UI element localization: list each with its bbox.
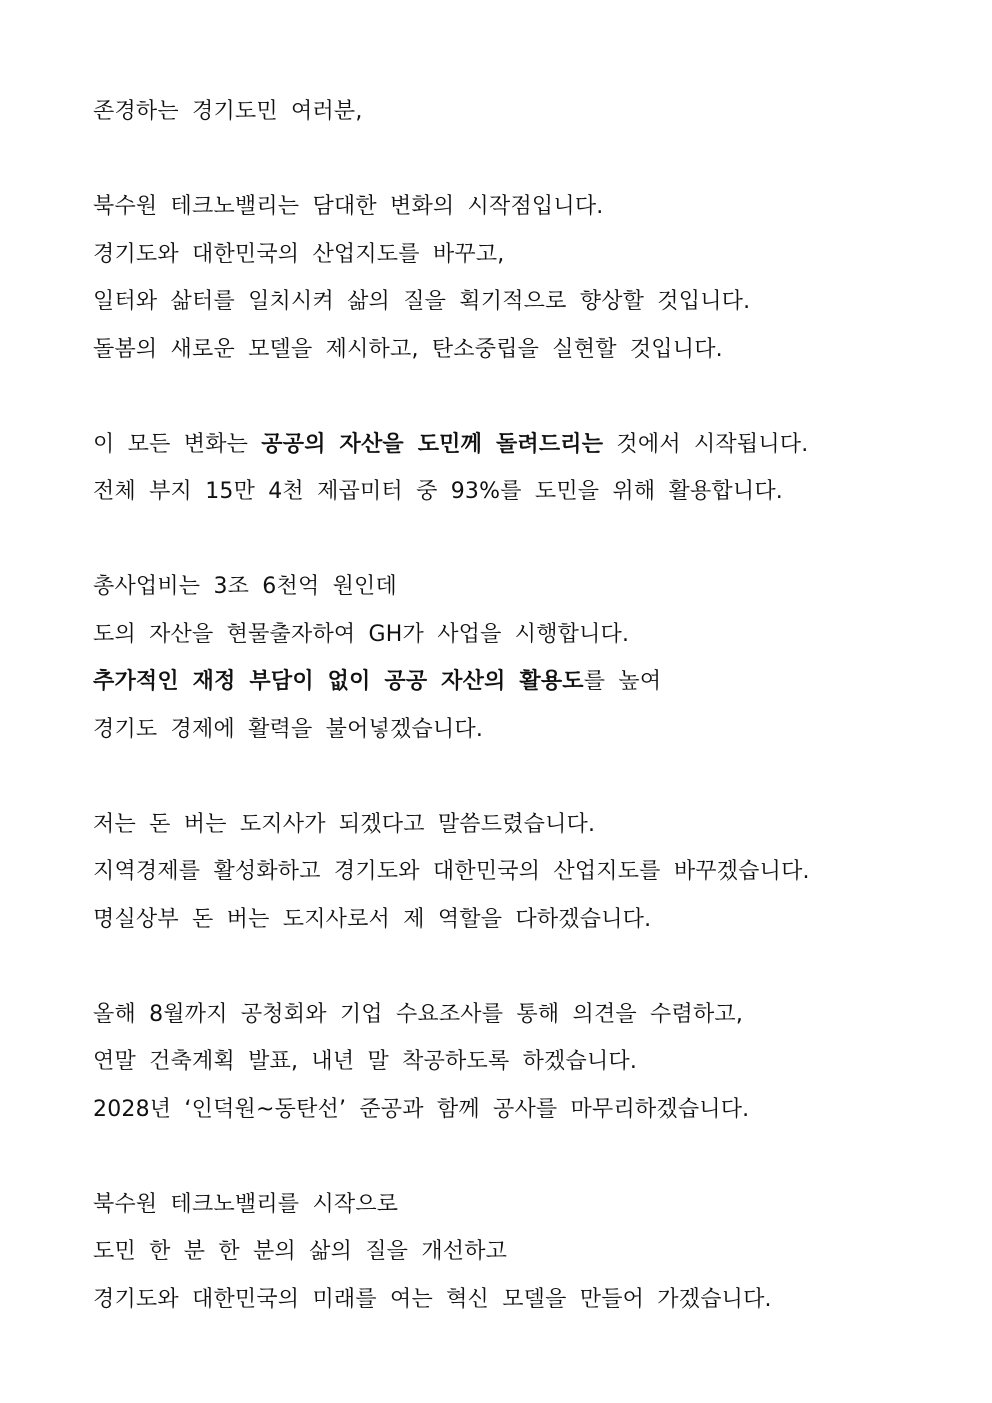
text-line xyxy=(93,88,953,136)
text-segment: 북수원 테크노밸리를 시작으로 xyxy=(93,1191,399,1217)
text-line xyxy=(93,468,953,516)
text-segment: 저는 돈 버는 도지사가 되겠다고 말씀드렸습니다. xyxy=(93,811,596,837)
text-line xyxy=(93,658,953,706)
text-segment: 경기도와 대한민국의 미래를 여는 혁신 모델을 만들어 가겠습니다. xyxy=(93,1286,772,1312)
text-segment: 2028년 ‘인덕원~동탄선’ 준공과 함께 공사를 마무리하겠습니다. xyxy=(93,1096,750,1122)
text-line xyxy=(93,326,953,374)
text-segment: 경기도 경제에 활력을 불어넣겠습니다. xyxy=(93,716,484,742)
paragraph xyxy=(93,1181,953,1324)
paragraph-gap xyxy=(93,943,953,991)
text-segment: 연말 건축계획 발표, 내년 말 착공하도록 하겠습니다. xyxy=(93,1049,638,1074)
paragraph-gap xyxy=(93,753,953,801)
paragraph xyxy=(93,88,953,136)
text-segment: 명실상부 돈 버는 도지사로서 제 역할을 다하겠습니다. xyxy=(93,906,652,932)
paragraph-gap xyxy=(93,136,953,184)
text-line xyxy=(93,278,953,326)
text-segment: 돌봄의 새로운 모델을 제시하고, 탄소중립을 실현할 것입니다. xyxy=(93,336,723,362)
text-segment: 를 높여 xyxy=(583,669,662,694)
text-line xyxy=(93,1086,953,1134)
paragraph xyxy=(93,183,953,373)
bold-text: 추가적인 재정 부담이 없이 공공 자산의 활용도 xyxy=(93,669,584,694)
paragraph xyxy=(93,801,953,944)
paragraph xyxy=(93,421,953,516)
text-segment: 일터와 삶터를 일치시켜 삶의 질을 획기적으로 향상할 것입니다. xyxy=(93,289,751,314)
text-line xyxy=(93,231,953,279)
text-segment: 도의 자산을 현물출자하여 GH가 사업을 시행합니다. xyxy=(93,621,630,647)
text-segment: 존경하는 경기도민 여러분, xyxy=(93,99,363,124)
text-segment: 전체 부지 15만 4천 제곱미터 중 93%를 도민을 위해 활용합니다. xyxy=(93,479,783,504)
text-line xyxy=(93,706,953,754)
text-segment: 지역경제를 활성화하고 경기도와 대한민국의 산업지도를 바꾸겠습니다. xyxy=(93,859,810,884)
document-body xyxy=(93,88,953,1323)
text-line xyxy=(93,991,953,1039)
text-line xyxy=(93,1228,953,1276)
text-line xyxy=(93,1038,953,1086)
text-line xyxy=(93,1181,953,1229)
text-segment: 이 모든 변화는 xyxy=(93,431,262,457)
text-line xyxy=(93,183,953,231)
text-line xyxy=(93,421,953,469)
text-line xyxy=(93,611,953,659)
text-line xyxy=(93,1276,953,1324)
text-line xyxy=(93,848,953,896)
bold-text: 공공의 자산을 도민께 돌려드리는 xyxy=(261,431,604,457)
paragraph xyxy=(93,991,953,1134)
paragraph-gap xyxy=(93,373,953,421)
paragraph-gap xyxy=(93,1133,953,1181)
text-line xyxy=(93,896,953,944)
paragraph-gap xyxy=(93,516,953,564)
text-line xyxy=(93,801,953,849)
paragraph xyxy=(93,563,953,753)
text-segment: 경기도와 대한민국의 산업지도를 바꾸고, xyxy=(93,241,505,267)
text-segment: 올해 8월까지 공청회와 기업 수요조사를 통해 의견을 수렴하고, xyxy=(93,1001,744,1027)
text-segment: 북수원 테크노밸리는 담대한 변화의 시작점입니다. xyxy=(93,194,604,219)
text-segment: 것에서 시작됩니다. xyxy=(603,431,809,457)
text-segment: 총사업비는 3조 6천억 원인데 xyxy=(93,574,397,599)
text-line xyxy=(93,563,953,611)
text-segment: 도민 한 분 한 분의 삶의 질을 개선하고 xyxy=(93,1239,508,1264)
